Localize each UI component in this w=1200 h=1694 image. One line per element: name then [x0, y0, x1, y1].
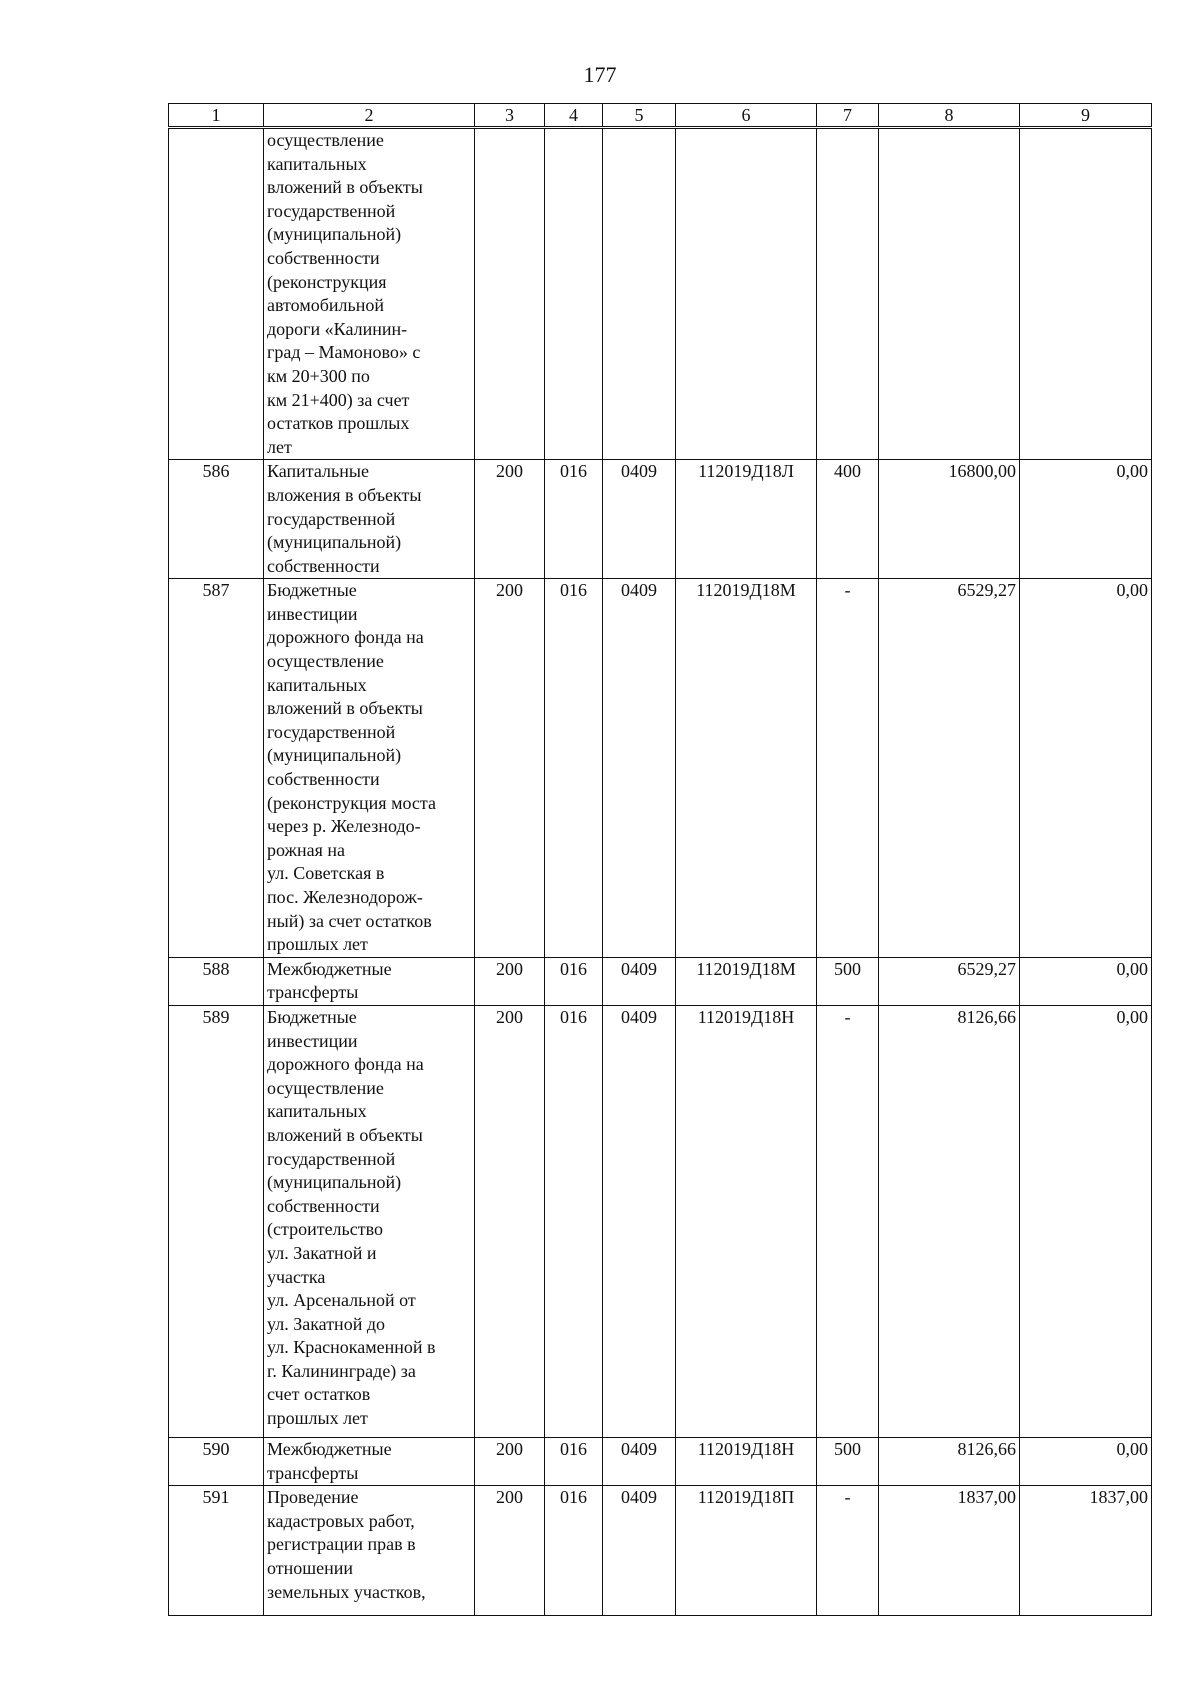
- item-name-line: Проведение: [267, 1487, 359, 1508]
- column-header: 3: [475, 104, 545, 128]
- amount-9-cell: 1837,00: [1020, 1486, 1152, 1616]
- code-3-cell: [475, 128, 545, 460]
- item-name-line: рожная на: [267, 839, 346, 860]
- item-name-line: автомобильной: [267, 295, 384, 316]
- item-name-line: град – Мамоново» с: [267, 342, 421, 363]
- column-header: 2: [264, 104, 475, 128]
- item-name-line: прошлых лет: [267, 934, 368, 955]
- item-name-line: (строительство: [267, 1219, 383, 1240]
- table-row: [169, 1486, 1152, 1616]
- code-4-cell: 016: [545, 1005, 603, 1437]
- item-name-line: остатков прошлых: [267, 413, 410, 434]
- item-name-line: лет: [267, 436, 292, 457]
- item-name-line: капитальных: [267, 153, 367, 174]
- item-name-line: трансферты: [267, 982, 359, 1003]
- item-name-line: участка: [267, 1266, 326, 1287]
- item-name-line: собственности: [267, 1195, 380, 1216]
- item-name-line: (реконструкция моста: [267, 792, 436, 813]
- table-row: [169, 1437, 1152, 1485]
- row-number-cell: 587: [169, 579, 264, 958]
- column-header: 7: [817, 104, 879, 128]
- column-header: 6: [676, 104, 817, 128]
- amount-8-cell: 6529,27: [879, 579, 1020, 958]
- amount-8-cell: [879, 128, 1020, 460]
- item-name-line: счет остатков: [267, 1384, 371, 1405]
- table-row: [169, 128, 1152, 460]
- code-3-cell: 200: [475, 579, 545, 958]
- item-name-line: вложений в объекты: [267, 177, 423, 198]
- item-name-line: Межбюджетные: [267, 958, 392, 979]
- code-5-cell: [603, 128, 676, 460]
- item-name-line: пос. Железнодорож-: [267, 887, 423, 907]
- item-name-line: ный) за счет остатков: [267, 910, 432, 931]
- row-number-cell: 591: [169, 1486, 264, 1616]
- amount-9-cell: 0,00: [1020, 957, 1152, 1005]
- item-name-line: государственной: [267, 1148, 396, 1169]
- item-name-line: (муниципальной): [267, 532, 402, 553]
- table-row: [169, 579, 1152, 958]
- code-3-cell: 200: [475, 1005, 545, 1437]
- item-name-line: трансферты: [267, 1462, 359, 1483]
- code-4-cell: 016: [545, 579, 603, 958]
- item-name-line: км 21+400) за счет: [267, 389, 410, 410]
- item-name-line: отношении: [267, 1557, 354, 1578]
- row-number-cell: [169, 128, 264, 460]
- row-number-cell: 590: [169, 1437, 264, 1485]
- code-4-cell: 016: [545, 1437, 603, 1485]
- item-name-line: Бюджетные: [267, 1006, 357, 1027]
- table-row: [169, 957, 1152, 1005]
- item-name-line: осуществление: [267, 130, 384, 150]
- item-name-line: регистрации прав в: [267, 1534, 416, 1555]
- code-7-cell: -: [817, 579, 879, 958]
- item-name-line: ул. Арсенальной от: [267, 1290, 416, 1311]
- code-4-cell: 016: [545, 957, 603, 1005]
- item-name-line: (муниципальной): [267, 224, 402, 245]
- code-6-cell: 112019Д18М: [676, 957, 817, 1005]
- column-header: 5: [603, 104, 676, 128]
- item-name-cell: [264, 1005, 475, 1437]
- item-name-line: км 20+300 по: [267, 365, 370, 386]
- item-name-cell: [264, 1437, 475, 1485]
- code-7-cell: -: [817, 1005, 879, 1437]
- item-name-line: земельных участков,: [267, 1581, 426, 1602]
- table-row: [169, 460, 1152, 579]
- row-number-cell: 589: [169, 1005, 264, 1437]
- item-name-cell: [264, 128, 475, 460]
- item-name-line: вложений в объекты: [267, 698, 423, 719]
- code-6-cell: 112019Д18Н: [676, 1005, 817, 1437]
- code-6-cell: 112019Д18М: [676, 579, 817, 958]
- code-7-cell: 500: [817, 1437, 879, 1485]
- code-5-cell: 0409: [603, 579, 676, 958]
- item-name-line: собственности: [267, 555, 380, 576]
- amount-8-cell: 8126,66: [879, 1437, 1020, 1485]
- code-3-cell: 200: [475, 957, 545, 1005]
- item-name-line: государственной: [267, 200, 396, 221]
- table-row: [169, 1005, 1152, 1437]
- column-header: 8: [879, 104, 1020, 128]
- code-5-cell: 0409: [603, 957, 676, 1005]
- amount-9-cell: 0,00: [1020, 460, 1152, 579]
- item-name-line: дорожного фонда на: [267, 627, 424, 648]
- code-3-cell: 200: [475, 460, 545, 579]
- item-name-line: осуществление: [267, 651, 384, 672]
- code-3-cell: 200: [475, 1437, 545, 1485]
- item-name-line: прошлых лет: [267, 1408, 368, 1429]
- item-name-line: г. Калининграде) за: [267, 1360, 416, 1381]
- item-name-line: дорожного фонда на: [267, 1054, 424, 1075]
- code-6-cell: [676, 128, 817, 460]
- amount-8-cell: 16800,00: [879, 460, 1020, 579]
- item-name-line: государственной: [267, 721, 396, 742]
- item-name-line: Капитальные: [267, 461, 369, 482]
- column-header: 9: [1020, 104, 1152, 128]
- item-name-line: капитальных: [267, 1101, 367, 1122]
- amount-8-cell: 6529,27: [879, 957, 1020, 1005]
- amount-9-cell: 0,00: [1020, 1005, 1152, 1437]
- amount-9-cell: 0,00: [1020, 579, 1152, 958]
- code-4-cell: [545, 128, 603, 460]
- code-7-cell: 500: [817, 957, 879, 1005]
- row-number-cell: 588: [169, 957, 264, 1005]
- item-name-cell: [264, 1486, 475, 1616]
- column-header: 1: [169, 104, 264, 128]
- code-4-cell: 016: [545, 460, 603, 579]
- amount-8-cell: 8126,66: [879, 1005, 1020, 1437]
- item-name-line: ул. Краснокаменной в: [267, 1337, 436, 1358]
- item-name-line: вложений в объекты: [267, 1124, 423, 1145]
- item-name-line: (муниципальной): [267, 1172, 402, 1193]
- code-5-cell: 0409: [603, 460, 676, 579]
- item-name-cell: [264, 957, 475, 1005]
- item-name-line: капитальных: [267, 674, 367, 695]
- item-name-line: ул. Закатной и: [267, 1242, 377, 1263]
- amount-8-cell: 1837,00: [879, 1486, 1020, 1616]
- item-name-line: ул. Закатной до: [267, 1313, 385, 1334]
- item-name-line: собственности: [267, 769, 380, 790]
- item-name-line: через р. Железнодо-: [267, 816, 421, 837]
- code-6-cell: 112019Д18П: [676, 1486, 817, 1616]
- column-header: 4: [545, 104, 603, 128]
- code-7-cell: -: [817, 1486, 879, 1616]
- item-name-line: ул. Советская в: [267, 863, 385, 884]
- row-number-cell: 586: [169, 460, 264, 579]
- code-6-cell: 112019Д18Л: [676, 460, 817, 579]
- code-5-cell: 0409: [603, 1486, 676, 1616]
- header-row: [169, 104, 1152, 128]
- item-name-line: осуществление: [267, 1077, 384, 1098]
- budget-table: [168, 103, 1152, 1616]
- code-5-cell: 0409: [603, 1005, 676, 1437]
- code-6-cell: 112019Д18Н: [676, 1437, 817, 1485]
- item-name-line: дороги «Калинин-: [267, 318, 408, 339]
- item-name-cell: [264, 460, 475, 579]
- item-name-line: (муниципальной): [267, 745, 402, 766]
- item-name-line: инвестиции: [267, 603, 358, 624]
- item-name-line: инвестиции: [267, 1030, 358, 1051]
- code-5-cell: 0409: [603, 1437, 676, 1485]
- amount-9-cell: 0,00: [1020, 1437, 1152, 1485]
- item-name-line: собственности: [267, 247, 380, 268]
- item-name-line: государственной: [267, 508, 396, 529]
- item-name-line: вложения в объекты: [267, 484, 422, 505]
- code-4-cell: 016: [545, 1486, 603, 1616]
- item-name-cell: [264, 579, 475, 958]
- item-name-line: кадастровых работ,: [267, 1510, 415, 1531]
- code-7-cell: 400: [817, 460, 879, 579]
- item-name-line: Межбюджетные: [267, 1438, 392, 1459]
- item-name-line: Бюджетные: [267, 580, 357, 601]
- code-3-cell: 200: [475, 1486, 545, 1616]
- code-7-cell: [817, 128, 879, 460]
- amount-9-cell: [1020, 128, 1152, 460]
- page-number: 177: [583, 62, 617, 87]
- item-name-line: (реконструкция: [267, 271, 387, 292]
